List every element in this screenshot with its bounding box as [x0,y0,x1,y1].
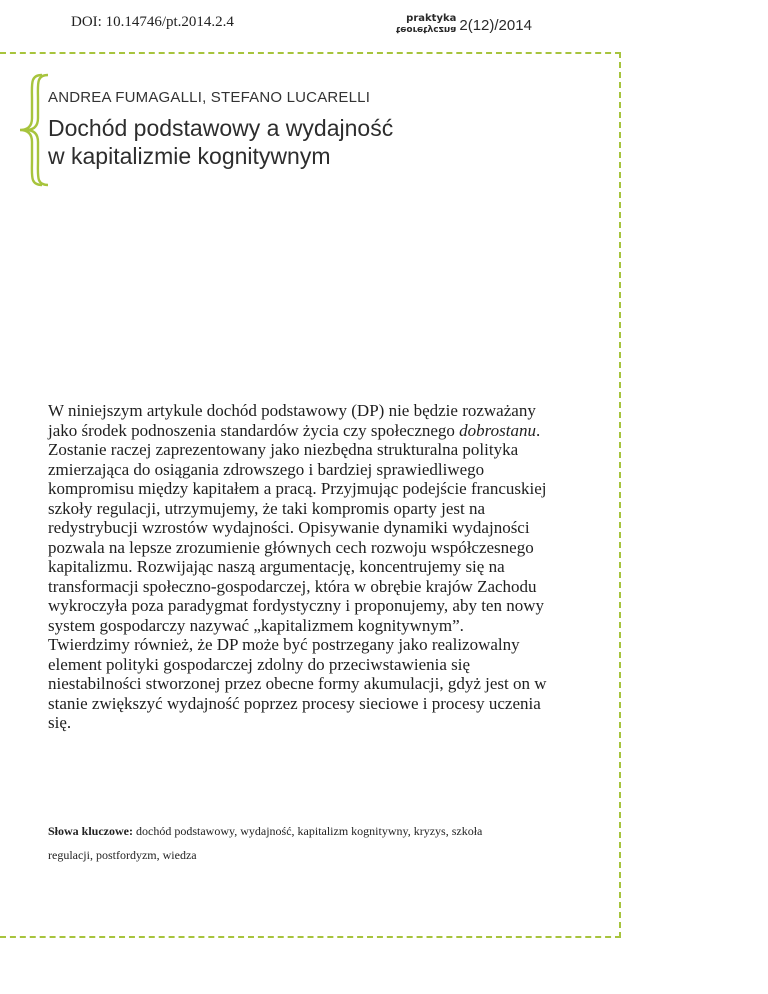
abstract-emphasis: dobrostanu [459,420,536,440]
journal-logo [396,14,456,34]
keywords-text: dochód podstawowy, wydajność, kapitalizm kognitywny, kryzys, szkoła regulacji, postfordyzm, wiedza [48,824,483,862]
title-line-2: w kapitalizmie kognitywnym [48,143,331,169]
issue-number: 2(12)/2014 [459,17,532,34]
curly-brace-icon [12,72,52,188]
abstract-part-2: . Zostanie raczej zaprezentowany jako niezbędna strukturalna polityka zmierzająca do osiągania zdrowszego i bardziej sprawiedliwego kompromisu między kapitałem a pracą. Przyjmując podejście francuskiej szkoły regulacji, utrzymujemy, że taki kompromis oparty jest na redystrybucji wzrostów wydajności. Opisywanie dynamiki wydajności pozwala na lepsze zrozumienie głównych cech rozwoju współczesnego kapitalizmu. Rozwijając naszą argumentację, koncentrujemy się na transformacji społeczno-gospodarczej, która w obrębie krajów Zachodu wykroczyła poza paradygmat fordystyczny i proponujemy, aby ten nowy system gospodarczy nazywać „kapitalizmem kognitywnym”. Twierdzimy również, że DP może być postrzegany jako realizowalny element polityki gospodarczej zdolny do przeciwstawienia się niestabilności stworzonej przez obecne formy akumulacji, gdyż jest on w stanie zwiększyć wydajność poprzez procesy sieciowe i procesy uczenia się. [48,420,547,732]
doi: DOI: 10.14746/pt.2014.2.4 [71,14,234,30]
article-title [48,114,488,170]
journal-logo-bottom: teoretyczna [396,24,457,34]
title-line-1: Dochód podstawowy a wydajność [48,115,394,141]
keywords-label: Słowa kluczowe: [48,824,133,838]
keywords [48,819,518,867]
abstract-part-1: W niniejszym artykule dochód podstawowy (DP) nie będzie rozważany jako środek podnoszenia standardów życia czy społecznego [48,401,536,440]
journal-logo-top: praktyka [406,13,457,24]
article-authors: ANDREA FUMAGALLI, STEFANO LUCARELLI [48,89,371,106]
journal-header [396,4,532,34]
abstract [48,401,548,733]
